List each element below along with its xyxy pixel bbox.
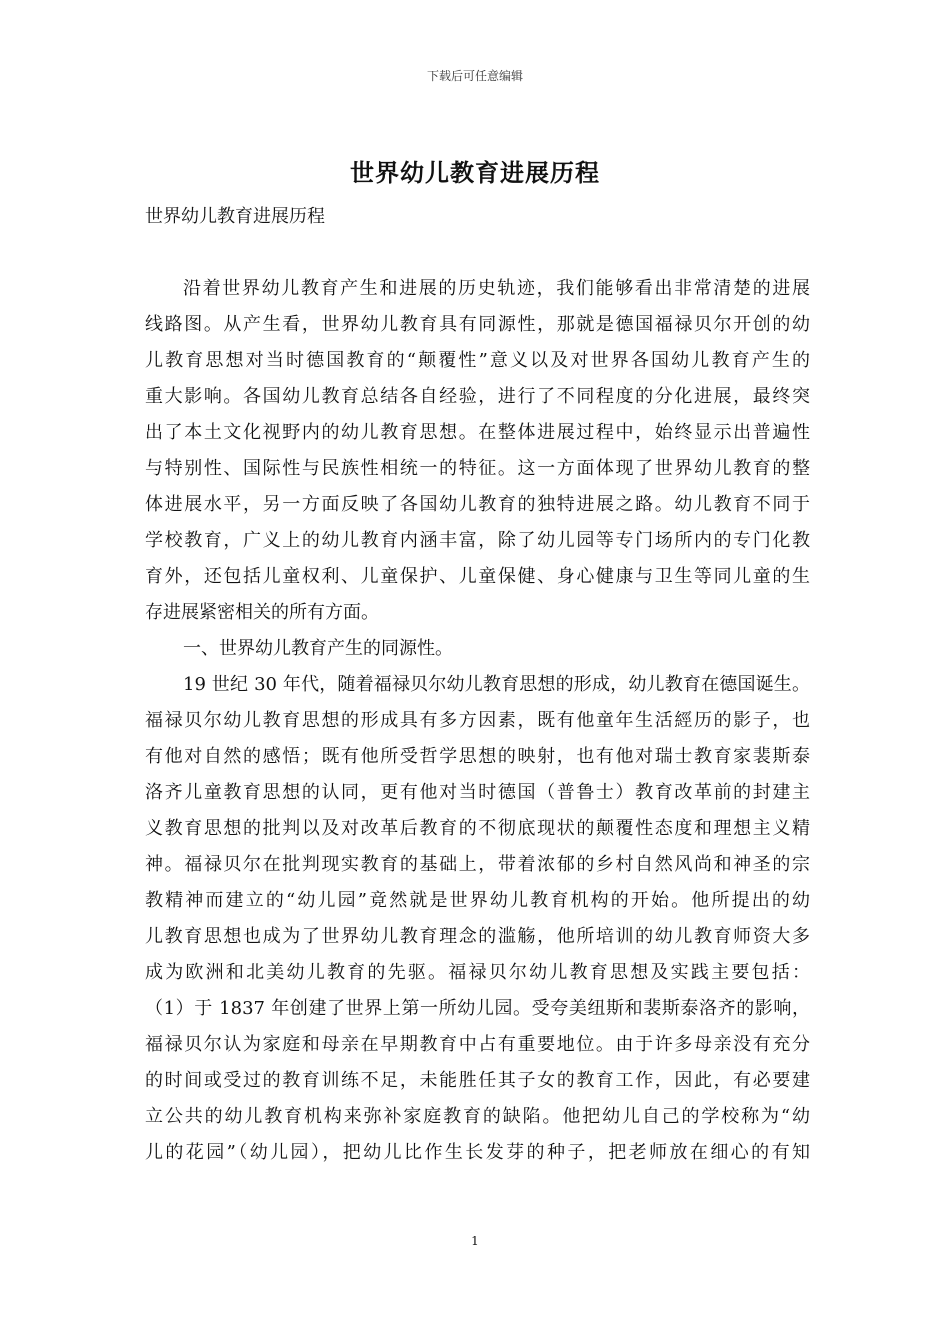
body-line: 福禄贝尔认为家庭和母亲在早期教育中占有重要地位。由于许多母亲没有充分 bbox=[145, 1034, 810, 1055]
body-line: 的时间或受过的教育训练不足，未能胜任其子女的教育工作，因此，有必要建 bbox=[145, 1070, 810, 1091]
body-line: 体进展水平，另一方面反映了各国幼儿教育的独特进展之路。幼儿教育不同于 bbox=[145, 494, 810, 515]
body-line: 重大影响。各国幼儿教育总结各自经验，进行了不同程度的分化进展，最终突 bbox=[145, 386, 810, 407]
body-line: （1）于 1837 年创建了世界上第一所幼儿园。受夸美纽斯和裴斯泰洛齐的影响， bbox=[145, 998, 810, 1019]
body-line: 教精神而建立的“幼儿园”竟然就是世界幼儿教育机构的开始。他所提出的幼 bbox=[145, 890, 810, 911]
body-line: 与特别性、国际性与民族性相统一的特征。这一方面体现了世界幼儿教育的整 bbox=[145, 458, 810, 479]
header-note: 下载后可任意编辑 bbox=[426, 69, 523, 83]
body-line: 义教育思想的批判以及对改革后教育的不彻底现状的颠覆性态度和理想主义精 bbox=[145, 818, 810, 839]
body-line: 儿教育思想对当时德国教育的“颠覆性”意义以及对世界各国幼儿教育产生的 bbox=[145, 350, 810, 371]
body-line: 洛齐儿童教育思想的认同，更有他对当时德国（普鲁士）教育改革前的封建主 bbox=[145, 782, 810, 803]
body-line: 19 世纪 30 年代，随着福禄贝尔幼儿教育思想的形成，幼儿教育在德国诞生。 bbox=[183, 674, 810, 695]
body-line: 神。福禄贝尔在批判现实教育的基础上，带着浓郁的乡村自然风尚和神圣的宗 bbox=[145, 854, 810, 875]
body-line: 儿教育思想也成为了世界幼儿教育理念的滥觞，他所培训的幼儿教育师资大多 bbox=[145, 926, 810, 947]
document-body bbox=[145, 271, 810, 1171]
section-heading: 一、世界幼儿教育产生的同源性。 bbox=[183, 638, 453, 659]
body-line: 沿着世界幼儿教育产生和进展的历史轨迹，我们能够看出非常清楚的进展 bbox=[183, 278, 810, 299]
document-subtitle: 世界幼儿教育进展历程 bbox=[145, 206, 325, 227]
document-title: 世界幼儿教育进展历程 bbox=[350, 158, 600, 187]
body-line: 学校教育，广义上的幼儿教育内涵丰富，除了幼儿园等专门场所内的专门化教 bbox=[145, 530, 810, 551]
page-number: 1 bbox=[471, 1234, 479, 1248]
body-line: 立公共的幼儿教育机构来弥补家庭教育的缺陷。他把幼儿自己的学校称为“幼 bbox=[145, 1106, 810, 1127]
body-line: 育外，还包括儿童权利、儿童保护、儿童保健、身心健康与卫生等同儿童的生 bbox=[145, 566, 810, 587]
body-line: 儿的花园”（幼儿园），把幼儿比作生长发芽的种子，把老师放在细心的有知 bbox=[145, 1142, 810, 1163]
body-line: 存进展紧密相关的所有方面。 bbox=[145, 602, 379, 623]
body-line: 成为欧洲和北美幼儿教育的先驱。福禄贝尔幼儿教育思想及实践主要包括： bbox=[145, 962, 810, 983]
body-line: 有他对自然的感悟；既有他所受哲学思想的映射，也有他对瑞士教育家裴斯泰 bbox=[145, 746, 810, 767]
body-line: 福禄贝尔幼儿教育思想的形成具有多方因素，既有他童年生活經历的影子，也 bbox=[145, 710, 810, 731]
body-line: 线路图。从产生看，世界幼儿教育具有同源性，那就是德国福禄贝尔开创的幼 bbox=[145, 314, 810, 335]
body-line: 出了本土文化视野内的幼儿教育思想。在整体进展过程中，始终显示出普遍性 bbox=[145, 422, 810, 443]
